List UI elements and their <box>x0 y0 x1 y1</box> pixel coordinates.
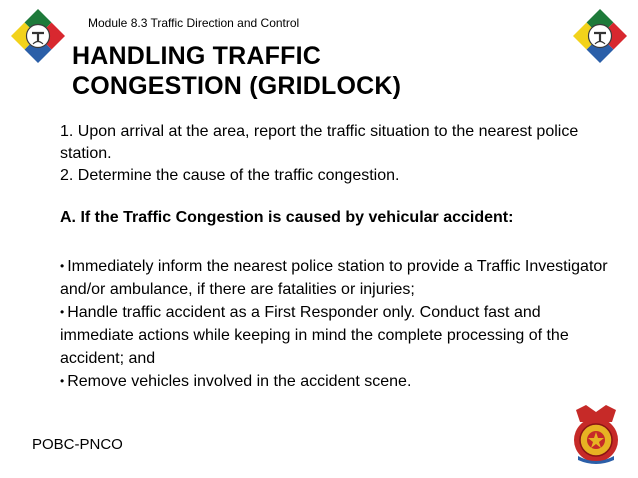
police-seal-icon <box>570 404 622 466</box>
bullet-item <box>60 370 608 393</box>
bullet-item <box>60 301 608 370</box>
steps-list <box>60 121 600 187</box>
footer-label: POBC-PNCO <box>32 436 123 453</box>
diamond-insignia-icon <box>10 8 66 64</box>
bullet-list <box>60 255 608 393</box>
page-title <box>72 41 401 101</box>
bullet-text: Immediately inform the nearest police station to provide a Traffic Investigator and/or ambulance, if there are fatalities or injuries; <box>60 258 608 298</box>
bullet-icon: • <box>60 305 65 319</box>
bullet-icon: • <box>60 259 65 273</box>
module-label: Module 8.3 Traffic Direction and Control <box>88 16 300 30</box>
step-item: 1. Upon arrival at the area, report the traffic situation to the nearest police station. <box>60 123 579 162</box>
bullet-text: Handle traffic accident as a First Responder only. Conduct fast and immediate actions while keeping in mind the complete processing of the accident; and <box>60 304 569 367</box>
section-subheading: A. If the Traffic Congestion is caused by vehicular accident: <box>60 209 514 226</box>
step-item: 2. Determine the cause of the traffic congestion. <box>60 167 400 184</box>
title-line-2: CONGESTION (GRIDLOCK) <box>72 72 402 100</box>
diamond-insignia-icon <box>572 8 628 64</box>
bullet-text: Remove vehicles involved in the accident scene. <box>67 373 412 390</box>
title-line-1: HANDLING TRAFFIC <box>72 42 322 70</box>
bullet-item <box>60 255 608 301</box>
bullet-icon: • <box>60 374 65 388</box>
